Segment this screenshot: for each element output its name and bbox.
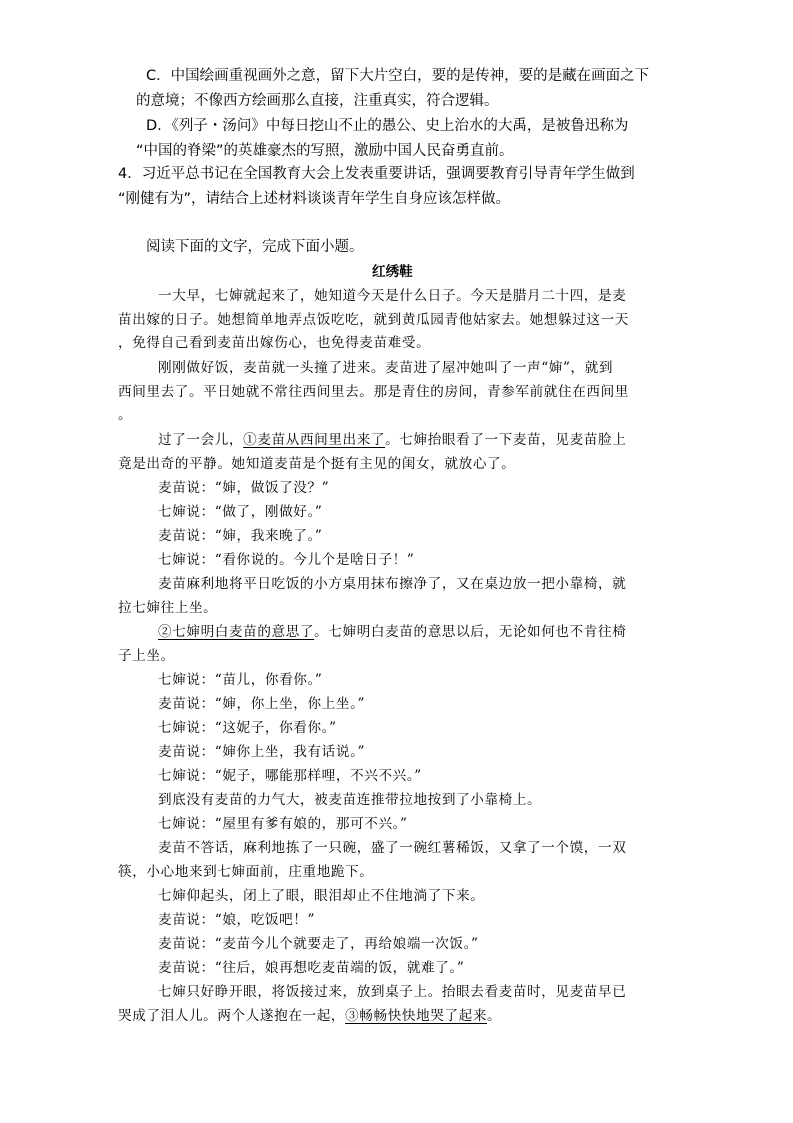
passage-text: 。七婶抬眼看了一下麦苗，见麦苗脸上 — [385, 432, 627, 448]
underlined-sentence-2: ②七婶明白麦苗的意思了 — [158, 624, 315, 640]
passage-line: 麦苗不答话，麻利地拣了一只碗，盛了一碗红薯稀饭，又拿了一个馍，一双 — [158, 840, 627, 856]
passage-line: 。 — [118, 407, 133, 423]
dialogue-line: 七婶说：“妮子，哪能那样哩，不兴不兴。” — [158, 768, 422, 784]
passage-line: 子上坐。 — [118, 648, 175, 664]
option-d-line-2: “中国的脊梁”的英雄豪杰的写照，激励中国人民奋勇直前。 — [136, 143, 514, 159]
option-d-line-1: D．《列子・汤问》中每日挖山不止的愚公、史上治水的大禹，是被鲁迅称为 — [146, 118, 629, 134]
dialogue-line: 麦苗说：“婶你上坐，我有话说。” — [158, 744, 366, 760]
dialogue-line: 七婶说：“做了，刚做好。” — [158, 504, 323, 520]
dialogue-line: 七婶说：“屋里有爹有娘的，那可不兴。” — [158, 816, 408, 832]
dialogue-line: 麦苗说：“麦苗今儿个就要走了，再给娘端一次饭。” — [158, 936, 479, 952]
passage-text: 过了一会儿， — [158, 432, 244, 448]
dialogue-line: 麦苗说：“娘，吃饭吧！” — [158, 912, 316, 928]
underlined-sentence-1: ①麦苗从西间里出来了 — [243, 432, 386, 448]
passage-line: 刚刚做好饭，麦苗就一头撞了进来。麦苗进了屋冲她叫了一声“婶”，就到 — [158, 360, 614, 376]
question-4-line-1: 4．习近平总书记在全国教育大会上发表重要讲话，强调要教育引导青年学生做到 — [118, 166, 635, 182]
dialogue-line: 七婶说：“苗儿，你看你。” — [158, 672, 323, 688]
passage-title: 红绣鞋 — [372, 264, 413, 280]
dialogue-line: 麦苗说：“婶，我来晚了。” — [158, 528, 323, 544]
passage-line: ，免得自己看到麦苗出嫁伤心，也免得麦苗难受。 — [118, 335, 431, 351]
passage-text: 哭成了泪人儿。两个人遂抱在一起， — [118, 1008, 346, 1024]
passage-line: 拉七婶往上坐。 — [118, 600, 218, 616]
passage-line — [158, 622, 626, 642]
passage-line: 七婶仰起头，闭上了眼，眼泪却止不住地淌了下来。 — [158, 888, 485, 904]
passage-line: 西间里去了。平日她就不常往西间里去。那是青住的房间，青参军前就住在西间里 — [118, 384, 629, 400]
passage-line: 竟是出奇的平静。她知道麦苗是个挺有主见的闺女，就放心了。 — [118, 456, 516, 472]
passage-line: 筷，小心地来到七婶面前，庄重地跪下。 — [118, 864, 374, 880]
underlined-sentence-3: ③畅畅快快地哭了起来 — [345, 1008, 488, 1024]
dialogue-line: 麦苗说：“婶，你上坐，你上坐。” — [158, 696, 366, 712]
passage-text: 。七婶明白麦苗的意思以后，无论如何也不肯往椅 — [314, 624, 627, 640]
reading-instruction: 阅读下面的文字，完成下面小题。 — [146, 239, 364, 255]
passage-line: 一大早，七婶就起来了，她知道今天是什么日子。今天是腊月二十四，是麦 — [158, 288, 627, 304]
passage-text: 。 — [487, 1008, 502, 1024]
option-c-line-2: 的意境；不像西方绘画那么直接，注重真实，符合逻辑。 — [136, 93, 499, 109]
passage-line: 到底没有麦苗的力气大，被麦苗连推带拉地按到了小靠椅上。 — [158, 792, 542, 808]
dialogue-line: 七婶说：“这妮子，你看你。” — [158, 720, 337, 736]
passage-line: 七婶只好睁开眼，将饭接过来，放到桌子上。抬眼去看麦苗时，见麦苗早已 — [158, 984, 627, 1000]
passage-line: 苗出嫁的日子。她想简单地弄点饭吃吃，就到黄瓜园青他姑家去。她想躲过这一天 — [118, 312, 629, 328]
question-4-line-2: “刚健有为”，请结合上述材料谈谈青年学生自身应该怎样做。 — [118, 191, 511, 207]
dialogue-line: 麦苗说：“婶，做饭了没？” — [158, 480, 330, 496]
dialogue-line: 麦苗说：“往后，娘再想吃麦苗端的饭，就难了。” — [158, 960, 465, 976]
dialogue-line: 七婶说：“看你说的。今儿个是啥日子！” — [158, 552, 415, 568]
passage-line — [118, 1006, 501, 1026]
passage-line: 麦苗麻利地将平日吃饭的小方桌用抹布擦净了，又在桌边放一把小靠椅，就 — [158, 576, 627, 592]
passage-line — [158, 430, 626, 450]
option-c-line-1: C．中国绘画重视画外之意，留下大片空白，要的是传神，要的是藏在画面之下 — [146, 68, 650, 84]
